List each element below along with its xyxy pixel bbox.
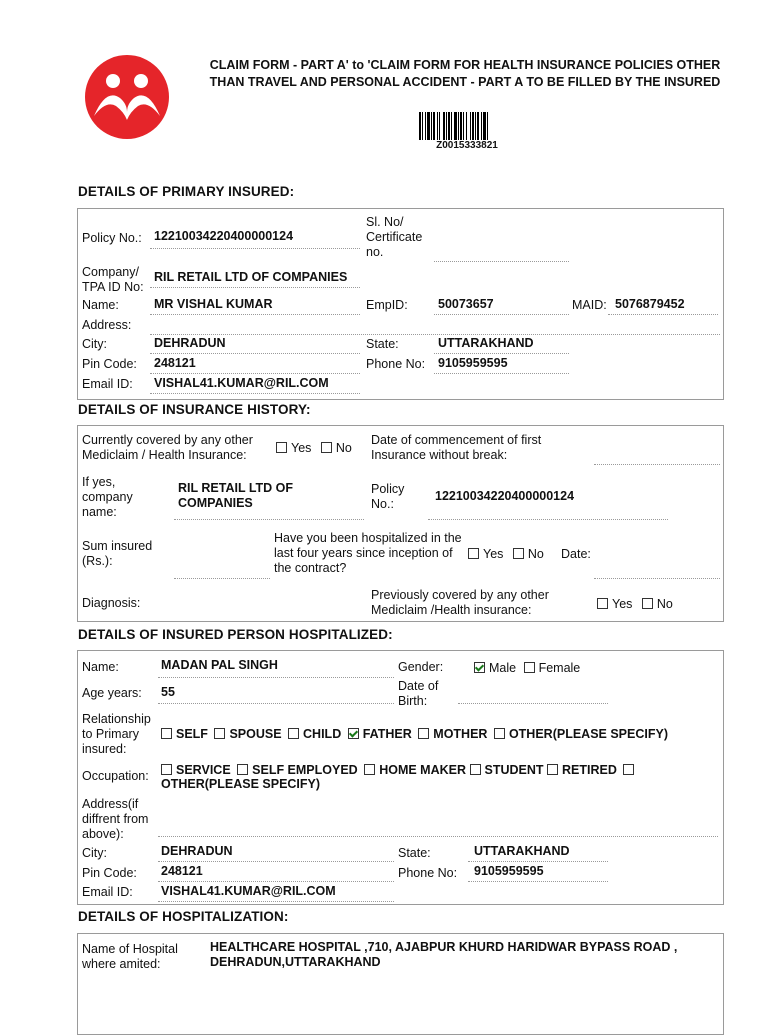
company-label: Company/ TPA ID No: [82, 265, 144, 294]
policy-value: 12210034220400000124 [154, 229, 294, 243]
empid-label: EmpID: [366, 298, 408, 312]
commence-label: Date of commencement of first Insurance without break: [371, 433, 542, 462]
barcode-number: Z0015333821 [436, 140, 498, 151]
gender-label: Gender: [398, 660, 444, 674]
relationship-label: Relationship to Primary insured: [82, 712, 151, 756]
company-logo [84, 54, 170, 140]
gender-options: Male Female [474, 661, 580, 676]
phone-value: 9105959595 [438, 356, 508, 370]
female-checkbox[interactable] [524, 662, 535, 673]
rel-spouse-checkbox[interactable] [214, 728, 225, 739]
hospitalization-box [77, 933, 724, 1035]
covered-options: Yes No [276, 441, 352, 456]
age-value: 55 [161, 685, 175, 699]
primary-insured-box [77, 208, 724, 400]
name-value: MR VISHAL KUMAR [154, 297, 273, 311]
hosp-pin-label: Pin Code: [82, 866, 137, 880]
occ-retired-checkbox[interactable] [547, 764, 558, 775]
hospitalized-person-heading: DETAILS OF INSURED PERSON HOSPITALIZED: [78, 627, 393, 642]
hosp-pin-value: 248121 [161, 864, 203, 878]
hosp-state-label: State: [398, 846, 431, 860]
address-label: Address: [82, 318, 132, 332]
hosp-phone-value: 9105959595 [474, 864, 544, 878]
prev-covered-label: Previously covered by any other Mediclaim /Health insurance: [371, 588, 549, 617]
dob-label: Date of Birth: [398, 679, 439, 708]
diagnosis-label: Diagnosis: [82, 596, 141, 610]
city-value: DEHRADUN [154, 336, 226, 350]
sum-insured-label: Sum insured (Rs.): [82, 539, 153, 568]
hosp-state-value: UTTARAKHAND [474, 844, 570, 858]
prev-covered-options: Yes No [597, 597, 673, 612]
hospital-name-label: Name of Hospital where amited: [82, 942, 178, 971]
maid-value: 5076879452 [615, 297, 685, 311]
company-value: RIL RETAIL LTD OF COMPANIES [154, 270, 348, 284]
covered-label: Currently covered by any other Mediclaim / Health Insurance: [82, 433, 253, 462]
state-value: UTTARAKHAND [438, 336, 534, 350]
occ-other-checkbox[interactable] [623, 764, 634, 775]
name-label: Name: [82, 298, 119, 312]
occ-student-checkbox[interactable] [470, 764, 481, 775]
hospital-name-value: HEALTHCARE HOSPITAL ,710, AJABPUR KHURD HARIDWAR BYPASS ROAD , DEHRADUN,UTTARAKHAND [210, 940, 678, 969]
covered-yes-checkbox[interactable] [276, 442, 287, 453]
hosp-name-value: MADAN PAL SINGH [161, 658, 278, 672]
empid-value: 50073657 [438, 297, 494, 311]
barcode-image [419, 112, 515, 140]
primary-insured-heading: DETAILS OF PRIMARY INSURED: [78, 184, 295, 199]
hospitalized-yes-checkbox[interactable] [468, 548, 479, 559]
pin-value: 248121 [154, 356, 196, 370]
prev-no-checkbox[interactable] [642, 598, 653, 609]
hospitalized-no-checkbox[interactable] [513, 548, 524, 559]
age-label: Age years: [82, 686, 142, 700]
occupation-options: SERVICE SELF EMPLOYED HOME MAKER STUDENT RETIRED OTHER(PLEASE SPECIFY) [161, 763, 681, 791]
hosp-city-label: City: [82, 846, 107, 860]
history-policy-label: Policy No.: [371, 482, 405, 511]
company-name-value: RIL RETAIL LTD OF COMPANIES [178, 481, 294, 510]
state-label: State: [366, 337, 399, 351]
male-checkbox[interactable] [474, 662, 485, 673]
hospitalization-heading: DETAILS OF HOSPITALIZATION: [78, 909, 289, 924]
slno-label: Sl. No/ Certificate no. [366, 215, 423, 259]
rel-other-checkbox[interactable] [494, 728, 505, 739]
insurance-history-box [77, 425, 724, 622]
prev-yes-checkbox[interactable] [597, 598, 608, 609]
insurance-history-heading: DETAILS OF INSURANCE HISTORY: [78, 402, 311, 417]
hosp-email-label: Email ID: [82, 885, 133, 899]
covered-no-checkbox[interactable] [321, 442, 332, 453]
pin-label: Pin Code: [82, 357, 137, 371]
email-value: VISHAL41.KUMAR@RIL.COM [154, 376, 329, 390]
hospitalized-options: Yes No [468, 547, 544, 562]
hosp-name-label: Name: [82, 660, 119, 674]
hosp-address-label: Address(if diffrent from above): [82, 797, 149, 841]
date-label: Date: [561, 547, 591, 561]
rel-self-checkbox[interactable] [161, 728, 172, 739]
form-title: CLAIM FORM - PART A' to 'CLAIM FORM FOR HEALTH INSURANCE POLICIES OTHER THAN TRAVEL AND PERSONAL ACCIDENT - PART A TO BE FILLED BY THE INSURED [209, 58, 721, 89]
hosp-phone-label: Phone No: [398, 866, 458, 880]
hosp-email-value: VISHAL41.KUMAR@RIL.COM [161, 884, 336, 898]
rel-mother-checkbox[interactable] [418, 728, 429, 739]
hospitalized-person-box [77, 650, 724, 905]
hosp-city-value: DEHRADUN [161, 844, 233, 858]
occ-home-maker-checkbox[interactable] [364, 764, 375, 775]
history-policy-value: 12210034220400000124 [435, 489, 575, 503]
company-name-label: If yes, company name: [82, 475, 133, 519]
city-label: City: [82, 337, 107, 351]
occupation-label: Occupation: [82, 769, 149, 783]
policy-label: Policy No.: [82, 231, 142, 245]
phone-label: Phone No: [366, 357, 426, 371]
relationship-options: SELF SPOUSE CHILD FATHER MOTHER OTHER(PLEASE SPECIFY) [161, 727, 668, 742]
rel-father-checkbox[interactable] [348, 728, 359, 739]
rel-child-checkbox[interactable] [288, 728, 299, 739]
maid-label: MAID: [572, 298, 607, 312]
hospitalized-question: Have you been hospitalized in the last four years since inception of the contract? [274, 531, 462, 575]
occ-self-employed-checkbox[interactable] [237, 764, 248, 775]
email-label: Email ID: [82, 377, 133, 391]
occ-service-checkbox[interactable] [161, 764, 172, 775]
